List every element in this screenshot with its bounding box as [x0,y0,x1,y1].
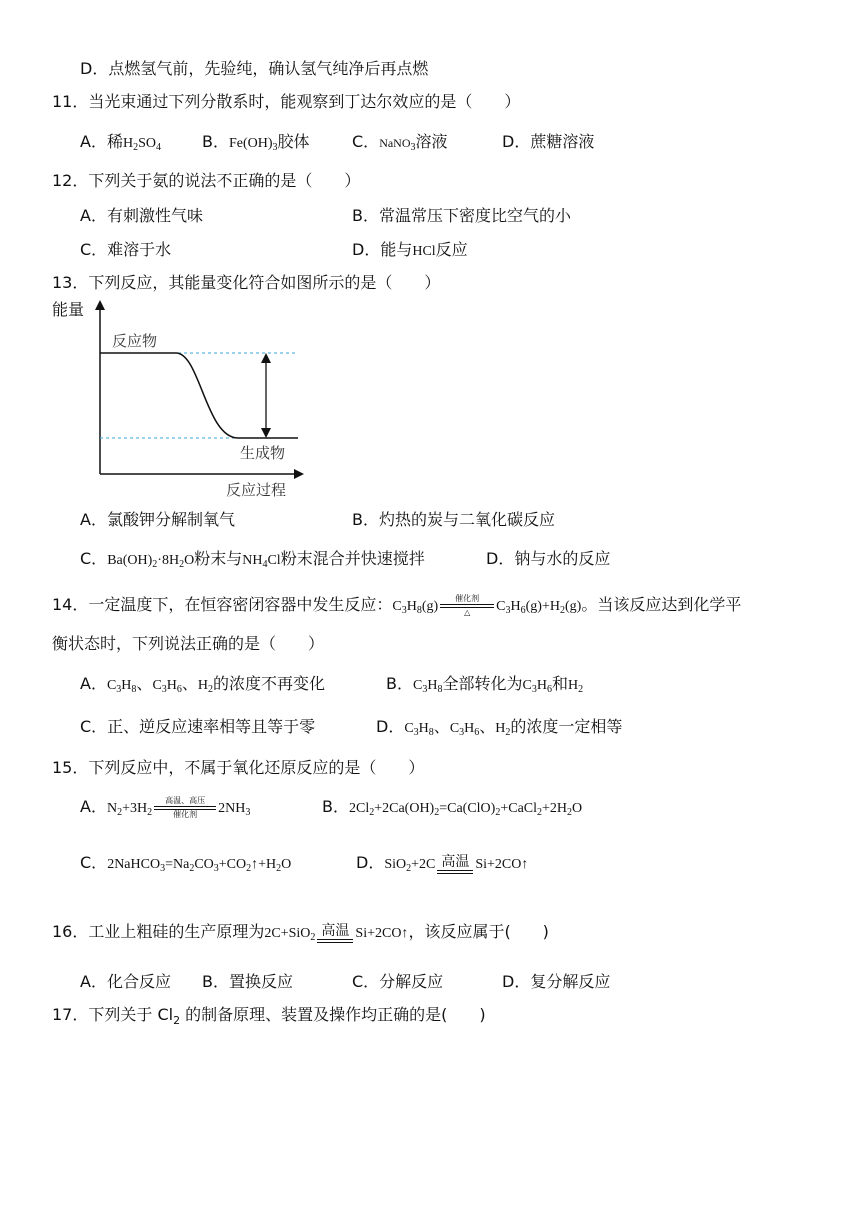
q13-option-b [352,509,555,531]
q11-d-text: D．蔗糖溶液 [502,132,595,151]
q15-option-a [80,796,250,824]
q14-d-c3h6: $C_3H_6$ [449,721,480,738]
q14-a-c3h8: $C_3H_8$ [106,678,137,695]
q14-equation-right: $C_3H_6(g)+H_2(g)$ [496,599,582,616]
q14-stem-line-1 [52,594,741,622]
product-label: 生成物 [240,444,286,462]
x-axis-label: 反应过程 [226,481,287,499]
q14-a-h2: $H_2$ [197,678,214,695]
q11-b-label: B． [202,132,229,151]
q14-a-sep-2: 、 [181,674,198,693]
q11-c-suffix: 溶液 [415,132,448,151]
q16-stem-part-1: 16．工业上粗硅的生产原理为 [52,922,265,941]
q11-a-label: A．稀 [80,132,123,151]
q10-option-d-text: D．点燃氢气前，先验纯，确认氢气纯净后再点燃 [80,59,429,78]
q16-option-a: A．化合反应 [80,972,171,991]
q15-c-equation: $2NaHCO_3=Na_2CO_3+CO_2↑+H_2O$ [107,857,292,874]
q11-option-a [80,131,161,159]
q11-b-suffix: 胶体 [277,132,310,151]
q13-stem [52,272,440,294]
q14-option-b [386,673,583,701]
q15-d-label: D． [356,853,385,872]
q12-d-label: D．能与 [352,240,413,259]
q15-stem-text: 15．下列反应中，不属于氧化还原反应的是（ ） [52,758,425,777]
q14-d-label: D． [376,717,405,736]
q12-b-text: B．常温常压下密度比空气的小 [352,206,571,225]
arrow-head-down [261,428,271,438]
q16-option-b: B．置换反应 [202,972,293,991]
q11-a-formula: $H_2SO_4$ [122,136,161,153]
q13-c-formula-2: $NH_4Cl$ [242,553,281,570]
q12-d-suffix: 反应 [435,240,468,259]
q14-stem-part-3: 衡状态时，下列说法正确的是（ ） [52,634,325,653]
energy-curve [100,353,298,438]
q16-stem-part-2: ，该反应属于( ) [408,922,549,941]
q14-catalyst-reversible-arrow: 催化剂 △ [440,594,494,617]
q12-c-text: C．难溶于水 [80,240,172,259]
q15-a-reactants: $N_2+3H_2$ [106,801,153,818]
energy-diagram [48,296,308,502]
q16-condition-equals: 高温 [317,923,353,943]
q15-option-c [80,852,291,880]
q14-stem-part-1: 14．一定温度下，在恒容密闭容器中发生反应： [52,595,393,614]
q12-stem [52,170,360,192]
q16-stem [52,921,549,949]
y-axis-label: 能量 [52,300,85,319]
q13-stem-text: 13．下列反应，其能量变化符合如图所示的是（ ） [52,273,441,292]
q13-option-c [80,548,425,576]
q17-stem [52,1004,486,1032]
q16-option-c: C．分解反应 [352,972,444,991]
y-axis-arrow [95,300,105,310]
q14-c-text: C．正、逆反应速率相等且等于零 [80,717,316,736]
q13-c-formula-1: $Ba(OH)_2\cdot 8H_2O$ [107,553,195,570]
q14-b-label: B． [386,674,413,693]
q15-a-reversible-arrow: 高温、高压 催化剂 [154,796,216,819]
reactant-label: 反应物 [112,332,158,350]
q15-option-d [356,852,528,880]
q13-option-d [486,548,610,570]
q14-b-c3h6: $C_3H_6$ [522,678,552,695]
q11-option-c [352,131,448,159]
q13-c-label: C． [80,549,108,568]
q11-option-b [202,131,310,159]
q13-d-text: D．钠与水的反应 [486,549,611,568]
q15-stem [52,757,424,779]
q16-products: Si+2CO↑ [355,926,409,941]
q13-a-text: A．氯酸钾分解制氧气 [80,510,235,529]
q15-c-label: C． [80,853,108,872]
q14-b-and: 和 [551,674,568,693]
q11-stem [52,91,520,113]
q14-stem-line-2 [52,633,324,655]
q14-d-h2: $H_2$ [495,721,511,738]
q12-option-a [80,205,203,227]
q14-equation-left: $C_3H_8(g)$ [392,599,439,616]
q15-d-products: Si+2CO↑ [475,857,529,872]
q17-stem-part-1: 17．下列关于 Cl [52,1005,174,1024]
q11-c-formula: NaNO$_3$ [379,136,416,153]
q14-option-a [80,673,325,701]
q14-b-h2: $H_2$ [567,678,584,695]
q10-option-d [80,58,428,80]
q11-c-label: C． [352,132,380,151]
q13-c-middle: 粉末与 [194,549,243,568]
q14-a-suffix: 的浓度不再变化 [213,674,326,693]
q12-d-formula: HCl [412,244,436,259]
q14-d-sep-1: 、 [433,717,450,736]
q15-a-product: $2NH_3$ [218,801,251,818]
q14-d-suffix: 的浓度一定相等 [510,717,623,736]
q14-option-d [376,716,622,744]
q14-b-c3h8: $C_3H_8$ [412,678,443,695]
q12-option-b [352,205,571,227]
q14-stem-part-2: 。当该反应达到化学平 [581,595,742,614]
q12-stem-text: 12．下列关于氨的说法不正确的是（ ） [52,171,361,190]
q13-b-text: B．灼热的炭与二氧化碳反应 [352,510,555,529]
q16-option-d: D．复分解反应 [502,972,611,991]
q14-a-sep-1: 、 [136,674,153,693]
q14-a-c3h6: $C_3H_6$ [152,678,182,695]
arrow-head-up [261,353,271,363]
q14-a-label: A． [80,674,107,693]
q15-d-reactants: SiO$_2$+2C [384,857,436,874]
q16-reactants: 2C+SiO$_2$ [264,926,316,943]
q17-stem-part-2: 的制备原理、装置及操作均正确的是( ) [180,1005,486,1024]
q15-option-b [322,796,582,824]
q12-a-text: A．有刺激性气味 [80,206,203,225]
q12-option-c [80,239,171,261]
q11-b-formula: $Fe(OH)_3$ [228,136,278,153]
q15-b-label: B． [322,797,349,816]
q13-option-a [80,509,235,531]
x-axis-arrow [294,469,304,479]
q11-stem-text: 11．当光束通过下列分散系时，能观察到丁达尔效应的是（ ） [52,92,521,111]
q15-b-equation: $2Cl_2+2Ca(OH)_2=Ca(ClO)_2+CaCl_2+2H_2O$ [348,801,583,818]
q13-c-suffix: 粉末混合并快速搅拌 [280,549,425,568]
q14-d-sep-2: 、 [479,717,496,736]
q12-option-d [352,239,468,263]
q14-d-c3h8: $C_3H_8$ [404,721,434,738]
q11-option-d [502,131,594,153]
q17-stem-subscript: 2 [173,1014,181,1028]
q14-b-middle: 全部转化为 [442,674,523,693]
q15-a-label: A． [80,797,107,816]
q15-d-condition-equals: 高温 [437,854,473,874]
q14-option-c [80,716,315,738]
